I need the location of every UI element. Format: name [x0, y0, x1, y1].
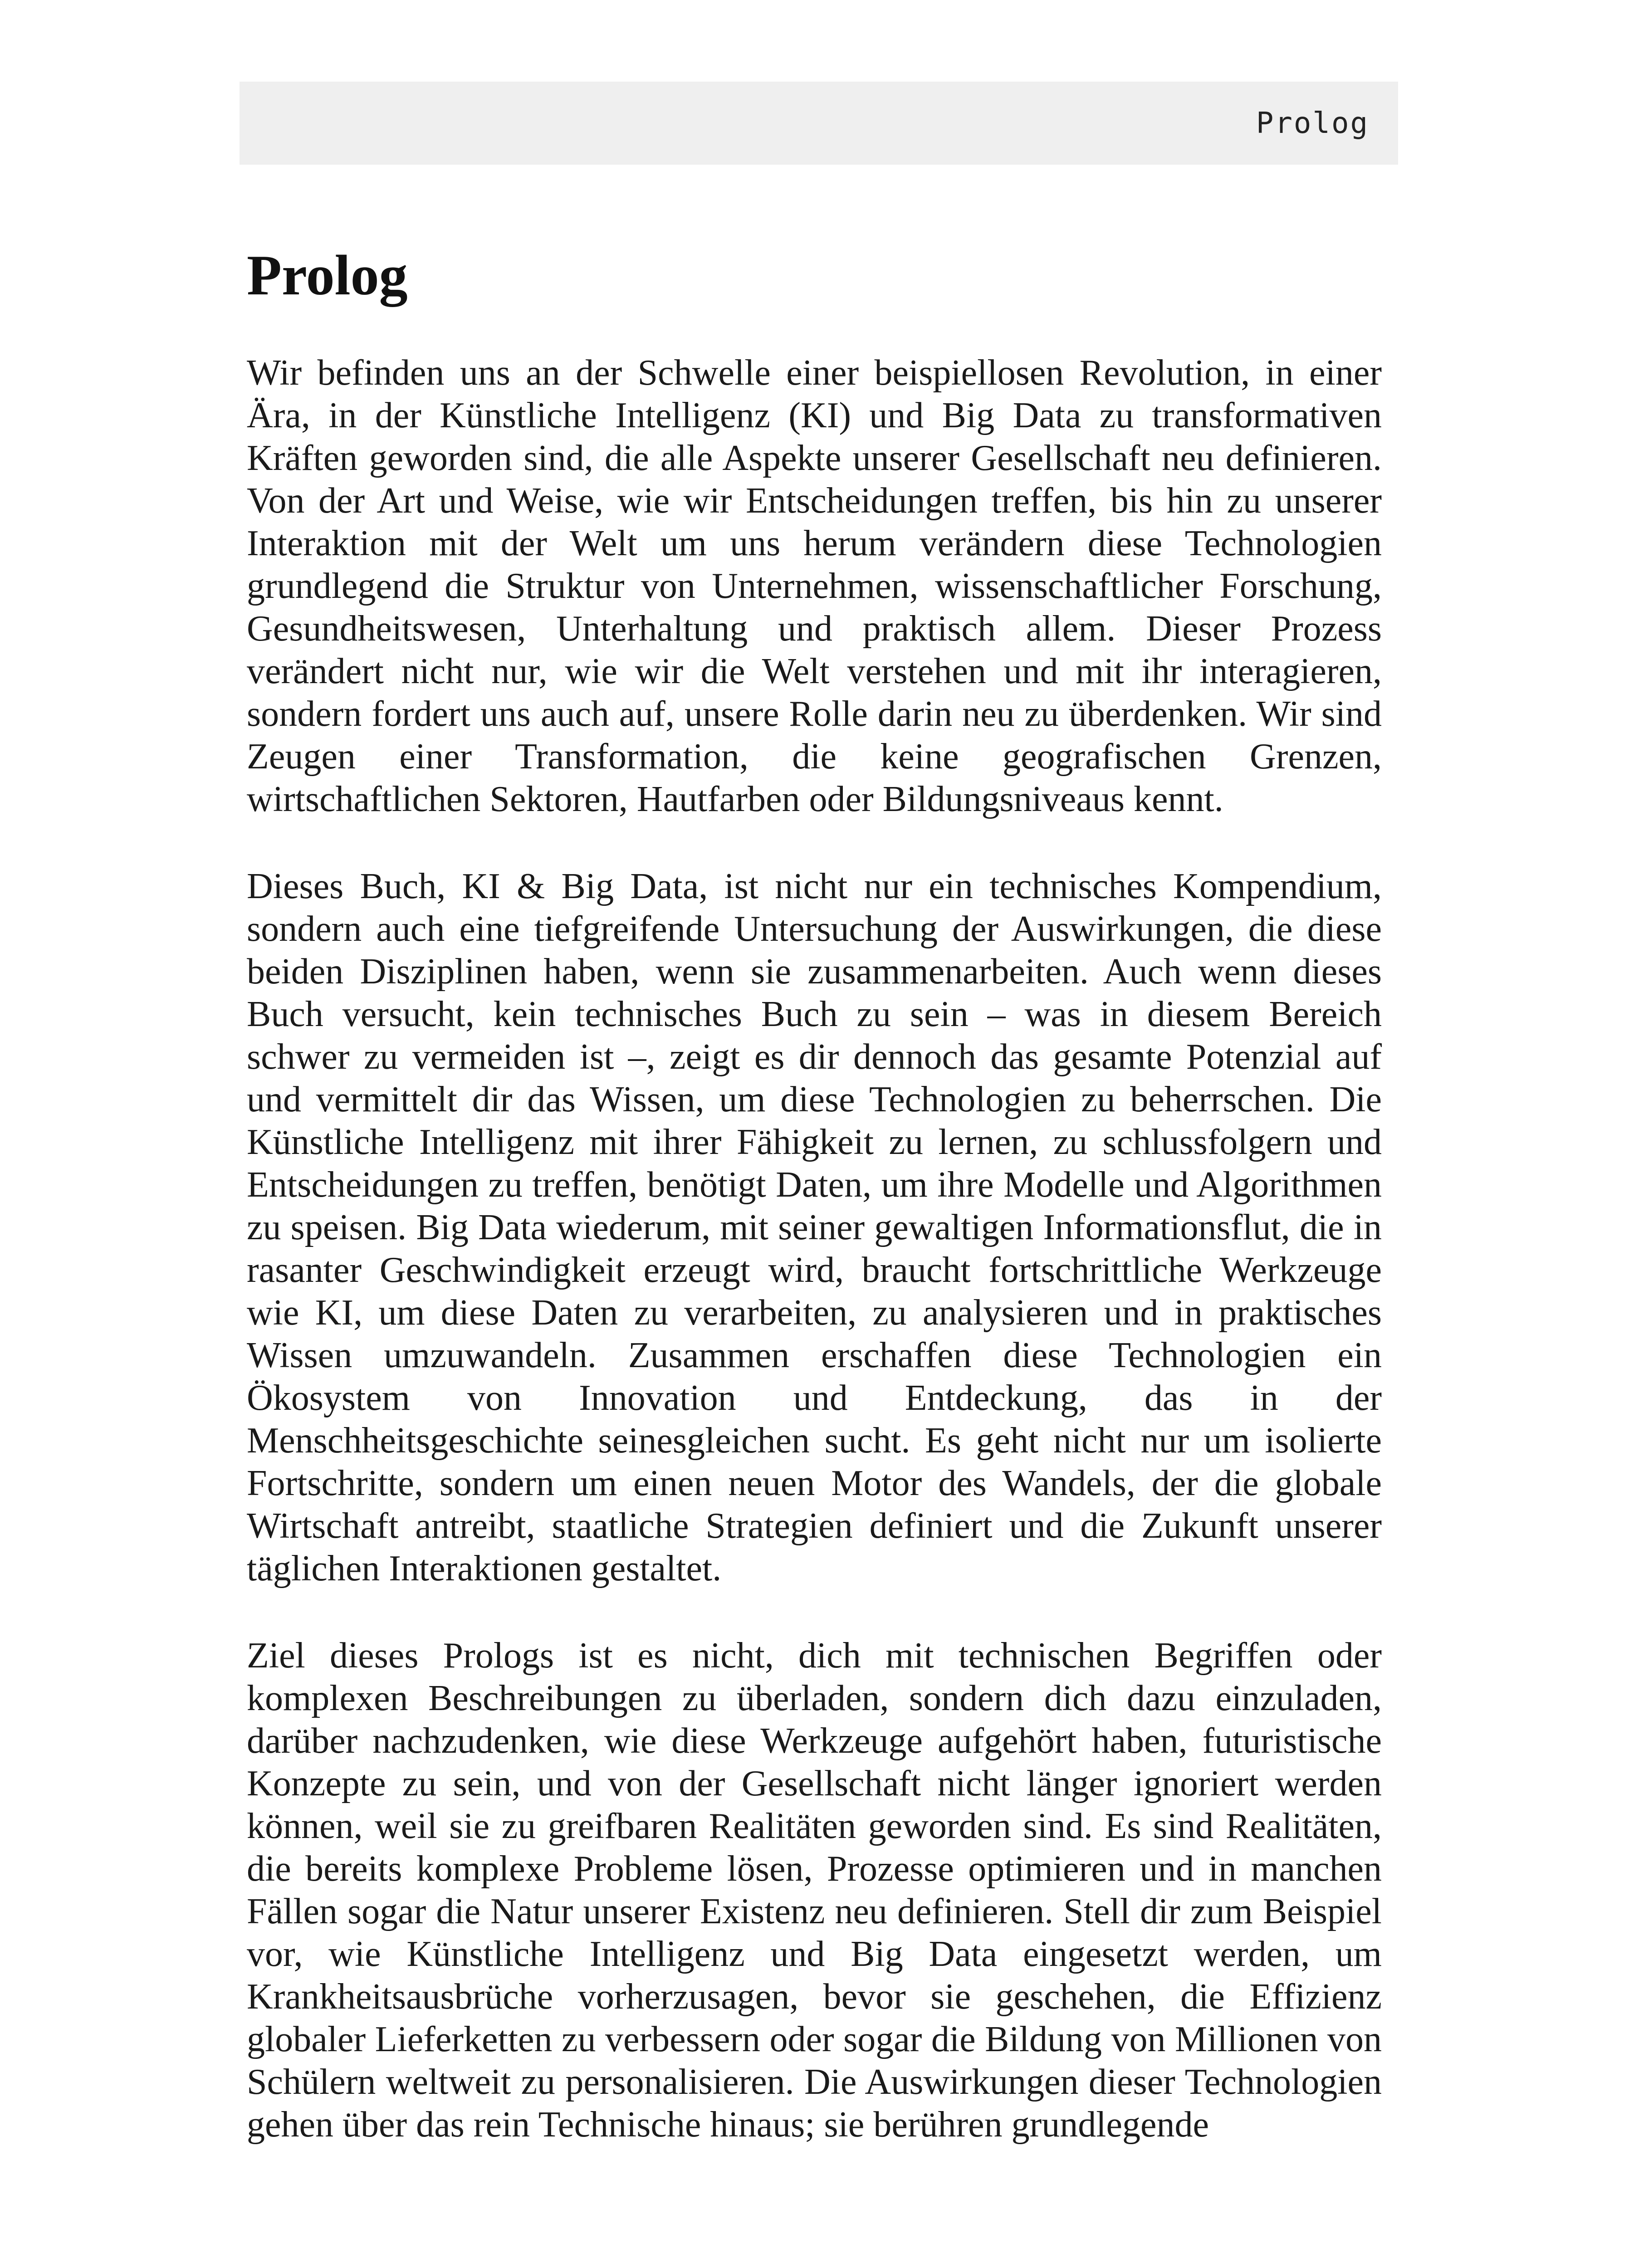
body-text: [247, 352, 1382, 2146]
paragraph-1: Wir befinden uns an der Schwelle einer beispiellosen Revolution, in einer Ära, in der Künstliche Intelligenz (KI) und Big Data zu transformativen Kräften geworden sind, die alle Aspekte unserer Gesellschaft neu definieren. Von der Art und Weise, wie wir Entscheidungen treffen, bis hin zu unserer Interaktion mit der Welt um uns herum verändern diese Technologien grundlegend die Struktur von Unternehmen, wissenschaftlicher Forschung, Gesundheitswesen, Unterhaltung und praktisch allem. Dieser Prozess verändert nicht nur, wie wir die Welt verstehen und mit ihr interagieren, sondern fordert uns auch auf, unsere Rolle darin neu zu überdenken. Wir sind Zeugen einer Transformation, die keine geografischen Grenzen, wirtschaftlichen Sektoren, Hautfarben oder Bildungsniveaus kennt.: [247, 353, 1382, 819]
chapter-title: Prolog: [247, 244, 408, 307]
paragraph-2: Dieses Buch, KI & Big Data, ist nicht nur ein technisches Kompendium, sondern auch eine tiefgreifende Untersuchung der Auswirkungen, die diese beiden Disziplinen haben, wenn sie zusammenarbeiten. Auch wenn dieses Buch versucht, kein technisches Buch zu sein – was in diesem Bereich schwer zu vermeiden ist –, zeigt es dir dennoch das gesamte Potenzial auf und vermittelt dir das Wissen, um diese Technologien zu beherrschen. Die Künstliche Intelligenz mit ihrer Fähigkeit zu lernen, zu schlussfolgern und Entscheidungen zu treffen, benötigt Daten, um ihre Modelle und Algorithmen zu speisen. Big Data wiederum, mit seiner gewaltigen Informationsflut, die in rasanter Geschwindigkeit erzeugt wird, braucht fortschrittliche Werkzeuge wie KI, um diese Daten zu verarbeiten, zu analysieren und in praktisches Wissen umzuwandeln. Zusammen erschaffen diese Technologien ein Ökosystem von Innovation und Entdeckung, das in der Menschheitsgeschichte seinesgleichen sucht. Es geht nicht nur um isolierte Fortschritte, sondern um einen neuen Motor des Wandels, der die globale Wirtschaft antreibt, staatliche Strategien definiert und die Zukunft unserer täglichen Interaktionen gestaltet.: [247, 866, 1382, 1589]
paragraph-3: Ziel dieses Prologs ist es nicht, dich mit technischen Begriffen oder komplexen Beschreibungen zu überladen, sondern dich dazu einzuladen, darüber nachzudenken, wie diese Werkzeuge aufgehört haben, futuristische Konzepte zu sein, und von der Gesellschaft nicht länger ignoriert werden können, weil sie zu greifbaren Realitäten geworden sind. Es sind Realitäten, die bereits komplexe Probleme lösen, Prozesse optimieren und in manchen Fällen sogar die Natur unserer Existenz neu definieren. Stell dir zum Beispiel vor, wie Künstliche Intelligenz und Big Data eingesetzt werden, um Krankheitsausbrüche vorherzusagen, bevor sie geschehen, die Effizienz globaler Lieferketten zu verbessern oder sogar die Bildung von Millionen von Schülern weltweit zu personalisieren. Die Auswirkungen dieser Technologien gehen über das rein Technische hinaus; sie berühren grundlegende: [247, 1636, 1382, 2145]
running-header-bar: [240, 82, 1398, 165]
running-head: Prolog: [1256, 106, 1369, 140]
